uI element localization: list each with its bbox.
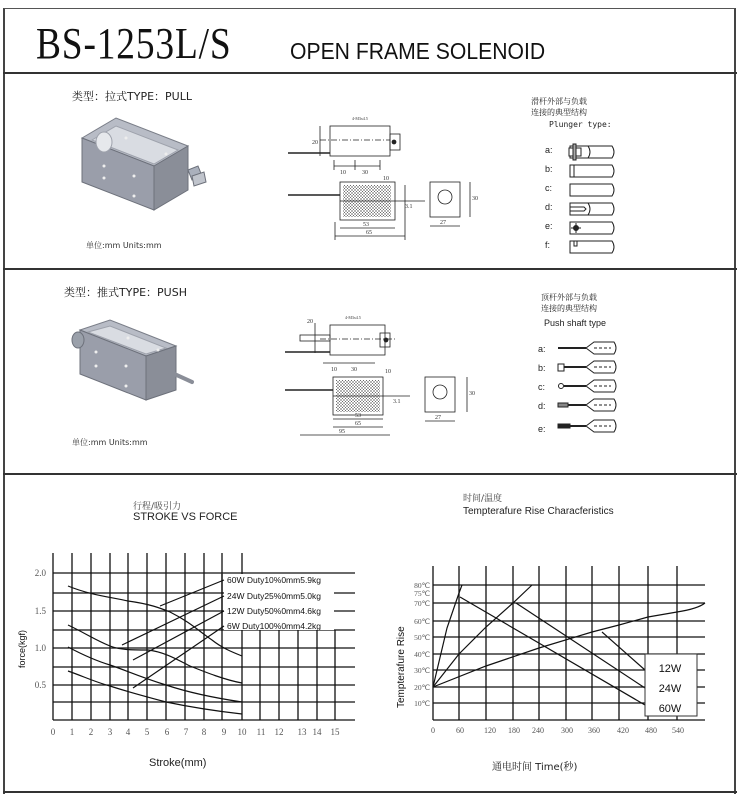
product-title: OPEN FRAME SOLENOID — [290, 38, 546, 64]
curve-24w — [433, 585, 532, 687]
push-units-label: 单位:mm Units:mm — [72, 438, 148, 447]
svg-text:480: 480 — [645, 726, 657, 735]
svg-text:1.0: 1.0 — [34, 643, 46, 653]
curve-24w — [68, 625, 242, 683]
plunger-type-a: a: — [545, 145, 553, 155]
svg-text:30: 30 — [472, 196, 478, 202]
legend-12w: 12W Duty50%0mm4.6kg — [227, 606, 322, 616]
svg-text:1.5: 1.5 — [34, 606, 46, 616]
svg-text:75℃: 75℃ — [414, 589, 430, 598]
force-y-axis-label: force(kgf) — [17, 629, 27, 668]
force-x-axis-label: Stroke(mm) — [149, 757, 207, 769]
svg-text:30: 30 — [351, 367, 357, 373]
svg-text:3.1: 3.1 — [405, 204, 413, 210]
push-type-label: 类型：推式TYPE：PUSH — [64, 286, 187, 299]
pull-units-label: 单位:mm Units:mm — [86, 241, 162, 250]
svg-text:2: 2 — [88, 727, 94, 737]
svg-text:30: 30 — [469, 391, 475, 397]
svg-text:70℃: 70℃ — [414, 599, 430, 608]
svg-text:300: 300 — [561, 726, 573, 735]
temp-x-axis-label: 通电时间 Time(秒) — [492, 762, 578, 773]
svg-text:60℃: 60℃ — [414, 617, 430, 626]
svg-text:1: 1 — [69, 727, 75, 737]
plunger-type-f: f: — [545, 240, 551, 250]
svg-text:240: 240 — [532, 726, 544, 735]
svg-text:20℃: 20℃ — [414, 683, 430, 692]
shaft-heading-cn-2: 连接的典型结构 — [541, 304, 597, 313]
svg-text:9: 9 — [221, 727, 227, 737]
temperature-chart — [380, 560, 740, 745]
shaft-type-a: a: — [538, 344, 546, 354]
pull-dimension-drawing — [280, 100, 480, 245]
legend-24w: 24W Duty25%0mm5.0kg — [227, 591, 322, 601]
bottom-divider — [3, 791, 737, 793]
temp-chart-title-cn: 时间/温度 — [463, 494, 503, 504]
svg-text:40℃: 40℃ — [414, 650, 430, 659]
svg-text:27: 27 — [435, 415, 441, 421]
svg-text:65: 65 — [366, 230, 372, 236]
model-title: BS-1253L/S — [36, 19, 232, 68]
svg-text:53: 53 — [363, 222, 369, 228]
pull-type-label: 类型：拉式TYPE：PULL — [72, 90, 192, 103]
svg-text:27: 27 — [440, 220, 446, 226]
svg-text:540: 540 — [672, 726, 684, 735]
svg-text:14: 14 — [312, 727, 322, 737]
svg-text:12: 12 — [274, 727, 284, 737]
push-solenoid-image — [66, 320, 206, 420]
svg-text:13: 13 — [297, 727, 307, 737]
force-chart-title: STROKE VS FORCE — [133, 511, 238, 523]
force-chart-title-cn: 行程/吸引力 — [133, 502, 182, 512]
svg-text:80℃: 80℃ — [414, 581, 430, 590]
plunger-heading-en: Plunger type: — [549, 120, 612, 129]
svg-text:3.1: 3.1 — [393, 399, 401, 405]
svg-text:15: 15 — [330, 727, 340, 737]
shaft-type-c: c: — [538, 382, 546, 392]
svg-text:6: 6 — [164, 727, 170, 737]
svg-text:3: 3 — [107, 727, 113, 737]
curve-60w — [68, 586, 242, 656]
svg-text:60: 60 — [456, 726, 464, 735]
svg-text:120: 120 — [484, 726, 496, 735]
legend-24w: 24W — [658, 683, 682, 695]
legend-60w: 60W — [658, 703, 682, 715]
svg-text:10: 10 — [237, 727, 247, 737]
svg-text:10: 10 — [340, 170, 346, 176]
temp-y-axis-label: Tempterafure Rise — [396, 626, 407, 708]
svg-text:0: 0 — [50, 727, 56, 737]
svg-text:10: 10 — [383, 176, 389, 182]
legend-12w: 12W — [658, 663, 682, 675]
svg-text:20: 20 — [307, 319, 313, 325]
legend-6w: 6W Duty100%0mm4.2kg — [227, 621, 322, 631]
curve-60w — [433, 585, 462, 687]
pull-solenoid-image — [70, 110, 210, 220]
svg-text:53: 53 — [355, 413, 361, 419]
shaft-heading-en: Push shaft type — [544, 318, 607, 328]
svg-text:0.5: 0.5 — [34, 680, 46, 690]
plunger-type-b: b: — [545, 164, 553, 174]
shaft-heading-cn-1: 顶杆外部与负载 — [541, 293, 597, 302]
svg-text:10℃: 10℃ — [414, 699, 430, 708]
svg-text:5: 5 — [144, 727, 150, 737]
svg-text:4: 4 — [125, 727, 131, 737]
svg-text:11: 11 — [256, 727, 266, 737]
svg-text:95: 95 — [339, 429, 345, 435]
svg-text:4-M3x4.5: 4-M3x4.5 — [345, 315, 361, 320]
svg-text:65: 65 — [355, 421, 361, 427]
svg-text:180: 180 — [508, 726, 520, 735]
curve-6w — [68, 671, 242, 714]
svg-text:7: 7 — [183, 727, 189, 737]
svg-text:2.0: 2.0 — [34, 568, 46, 578]
temp-chart-title: Tempterafure Rise Characferistics — [463, 506, 614, 517]
plunger-type-d: d: — [545, 202, 553, 212]
svg-text:360: 360 — [588, 726, 600, 735]
curve-12w — [68, 647, 242, 702]
shaft-type-e: e: — [538, 424, 546, 434]
plunger-type-drawings — [568, 143, 618, 258]
svg-text:4-M3x4.5: 4-M3x4.5 — [352, 116, 368, 121]
svg-text:420: 420 — [617, 726, 629, 735]
plunger-heading-cn-1: 滑杆外部与负载 — [531, 97, 587, 106]
svg-text:8: 8 — [201, 727, 207, 737]
legend-60w: 60W Duty10%0mm5.9kg — [227, 575, 322, 585]
shaft-type-b: b: — [538, 363, 546, 373]
svg-text:30: 30 — [362, 170, 368, 176]
shaft-type-drawings — [556, 340, 621, 440]
header-divider — [3, 72, 737, 74]
force-chart — [0, 540, 370, 740]
push-section-divider — [3, 473, 737, 475]
svg-text:30℃: 30℃ — [414, 666, 430, 675]
shaft-type-d: d: — [538, 401, 546, 411]
plunger-type-e: e: — [545, 221, 553, 231]
svg-text:10: 10 — [385, 369, 391, 375]
pull-section-divider — [3, 268, 737, 270]
push-dimension-drawing — [275, 295, 485, 445]
plunger-type-c: c: — [545, 183, 553, 193]
plunger-heading-cn-2: 连接的典型结构 — [531, 108, 587, 117]
svg-text:10: 10 — [331, 367, 337, 373]
svg-text:20: 20 — [312, 140, 318, 146]
svg-text:50℃: 50℃ — [414, 633, 430, 642]
svg-text:0: 0 — [431, 726, 435, 735]
